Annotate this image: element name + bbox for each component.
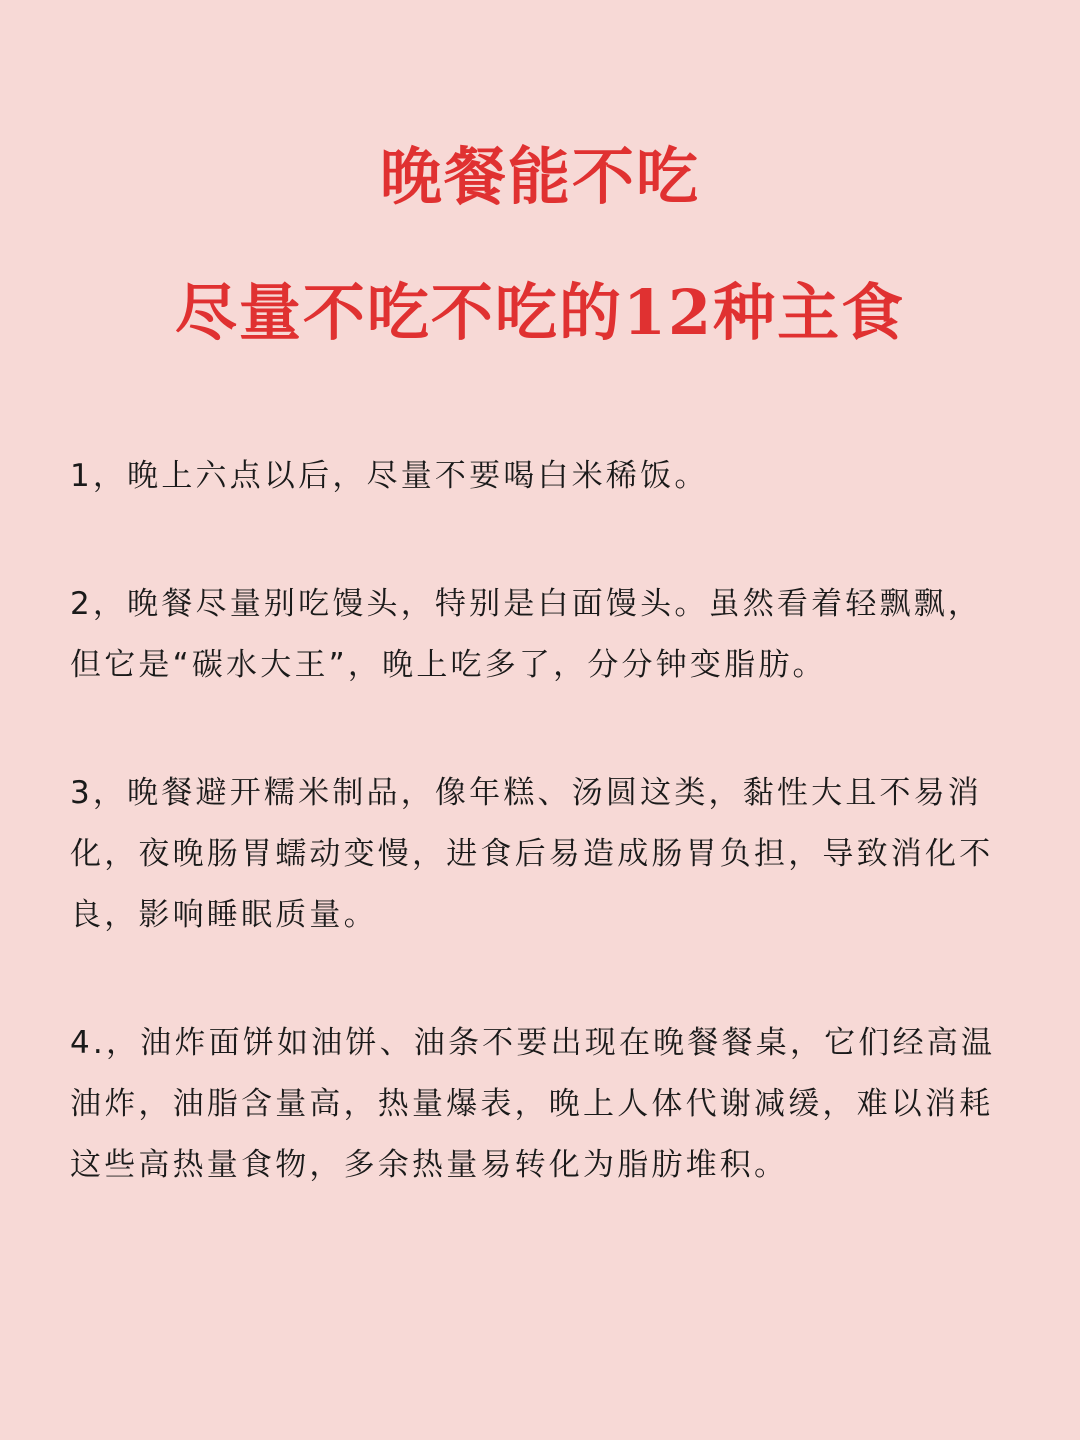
title-line-2: 尽量不吃不吃的12种主食 [174, 276, 906, 349]
title-block [70, 0, 1010, 349]
tip-item-4: 4.，油炸面饼如油饼、油条不要出现在晚餐餐桌，它们经高温油炸，油脂含量高，热量爆表，晚上人体代谢减缓，难以消耗这些高热量食物，多余热量易转化为脂肪堆积。 [70, 1025, 996, 1183]
tips-list [70, 446, 1010, 1196]
tip-item-2: 2，晚餐尽量别吃馒头，特别是白面馒头。虽然看着轻飘飘，但它是“碳水大王”，晚上吃多了，分分钟变脂肪。 [70, 586, 983, 683]
title-line-1: 晚餐能不吃 [379, 140, 700, 213]
tip-item-1: 1，晚上六点以后，尽量不要喝白米稀饭。 [70, 458, 709, 494]
tip-item-3: 3，晚餐避开糯米制品，像年糕、汤圆这类，黏性大且不易消化，夜晚肠胃蠕动变慢，进食后易造成肠胃负担，导致消化不良，影响睡眠质量。 [70, 775, 994, 933]
